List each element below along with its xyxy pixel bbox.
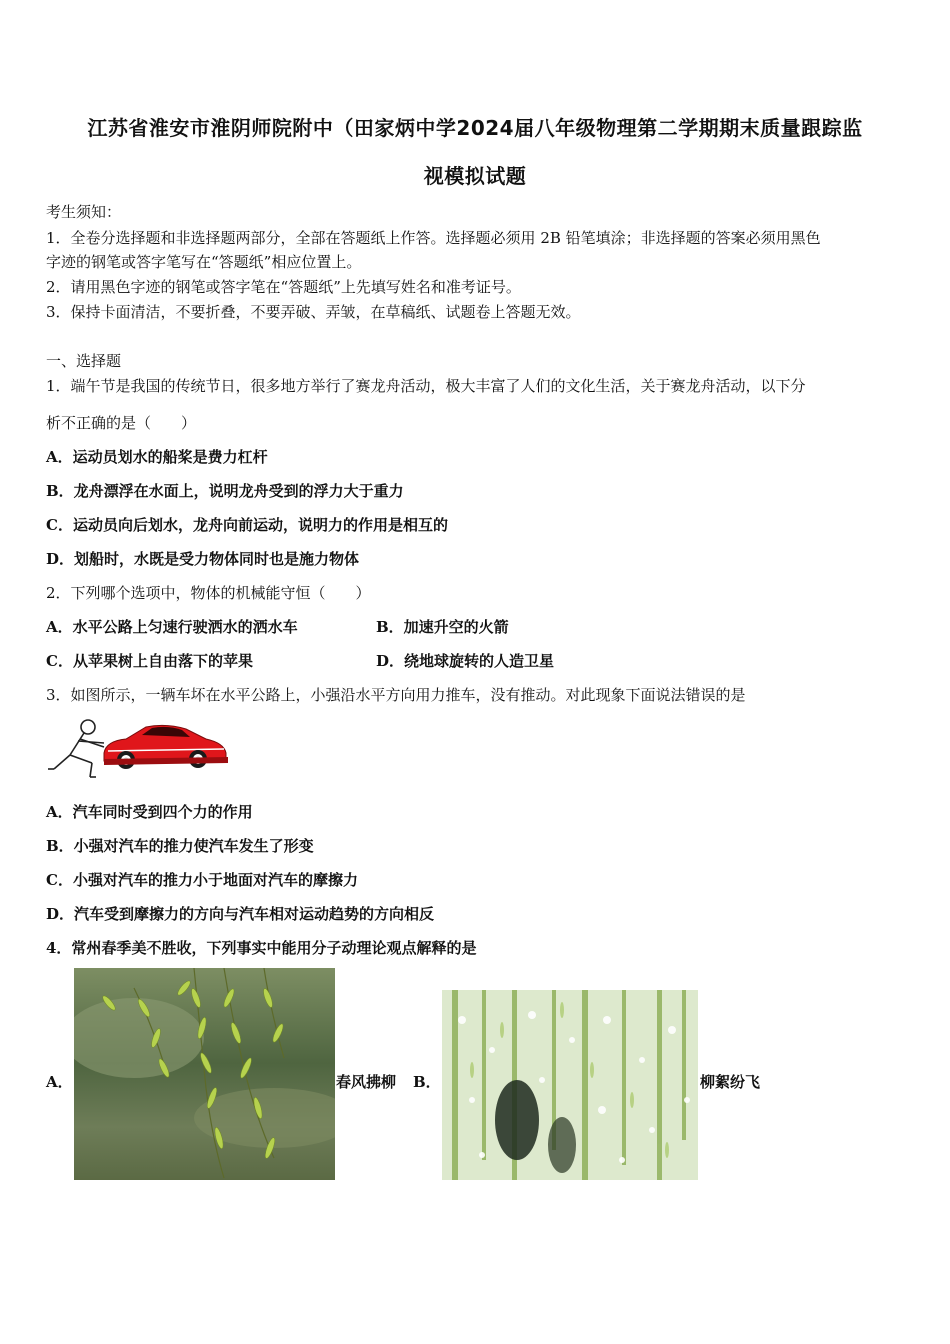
q4-stem: 4．常州春季美不胜收，下列事实中能用分子动理论观点解释的是 [46,939,477,957]
q4-option-b-caption: 柳絮纷飞 [700,1073,761,1091]
notice-item-1a: 1．全卷分选择题和非选择题两部分，全部在答题纸上作答。选择题必须用 2B 铅笔填涂；非选择题的答案必须用黑色 [46,229,821,247]
q4-option-b-label: B． [413,1073,441,1091]
catkins-photo [442,990,698,1180]
q1-stem-line2: 析不正确的是（ ） [46,414,197,432]
q3-option-a: A．汽车同时受到四个力的作用 [46,803,253,821]
notice-heading: 考生须知： [46,203,122,221]
q2-option-a: A．水平公路上匀速行驶洒水的洒水车 [46,618,298,636]
q3-option-c: C．小强对汽车的推力小于地面对汽车的摩擦力 [46,871,358,889]
q3-figure-push-car [46,713,230,781]
exam-title-line2: 视模拟试题 [423,164,527,188]
q1-option-d: D．划船时，水既是受力物体同时也是施力物体 [46,550,360,568]
q4-image-catkins [442,990,698,1180]
notice-item-2: 2．请用黑色字迹的钢笔或答字笔在“答题纸”上先填写姓名和准考证号。 [46,278,521,296]
q1-option-b: B．龙舟漂浮在水面上，说明龙舟受到的浮力大于重力 [46,482,404,500]
exam-title-line1: 江苏省淮安市淮阴师院附中（田家炳中学2024届八年级物理第二学期期末质量跟踪监 [87,116,863,140]
q4-image-willow [74,968,335,1180]
q4-option-a-label: A． [46,1073,73,1091]
q1-stem-line1: 1．端午节是我国的传统节日，很多地方举行了赛龙舟活动，极大丰富了人们的文化生活，关于赛龙舟活动，以下分 [46,377,806,395]
willow-photo [74,968,335,1180]
q1-option-c: C．运动员向后划水，龙舟向前运动，说明力的作用是相互的 [46,516,448,534]
section-heading: 一、选择题 [46,352,122,370]
q1-option-a: A．运动员划水的船桨是费力杠杆 [46,448,268,466]
notice-item-3: 3．保持卡面清洁，不要折叠，不要弄破、弄皱，在草稿纸、试题卷上答题无效。 [46,303,581,321]
q4-option-a-caption: 春风拂柳 [336,1073,397,1091]
q2-option-b: B．加速升空的火箭 [376,618,509,636]
q3-option-d: D．汽车受到摩擦力的方向与汽车相对运动趋势的方向相反 [46,905,435,923]
q3-option-b: B．小强对汽车的推力使汽车发生了形变 [46,837,314,855]
q2-stem: 2．下列哪个选项中，物体的机械能守恒（ ） [46,584,371,602]
q2-option-d: D．绕地球旋转的人造卫星 [376,652,555,670]
q2-option-c: C．从苹果树上自由落下的苹果 [46,652,253,670]
push-car-illustration [46,713,230,781]
notice-item-1b: 字迹的钢笔或答字笔写在“答题纸”相应位置上。 [46,253,362,271]
q3-stem: 3．如图所示，一辆车坏在水平公路上，小强沿水平方向用力推车，没有推动。对此现象下面说法错误的是 [46,686,746,704]
